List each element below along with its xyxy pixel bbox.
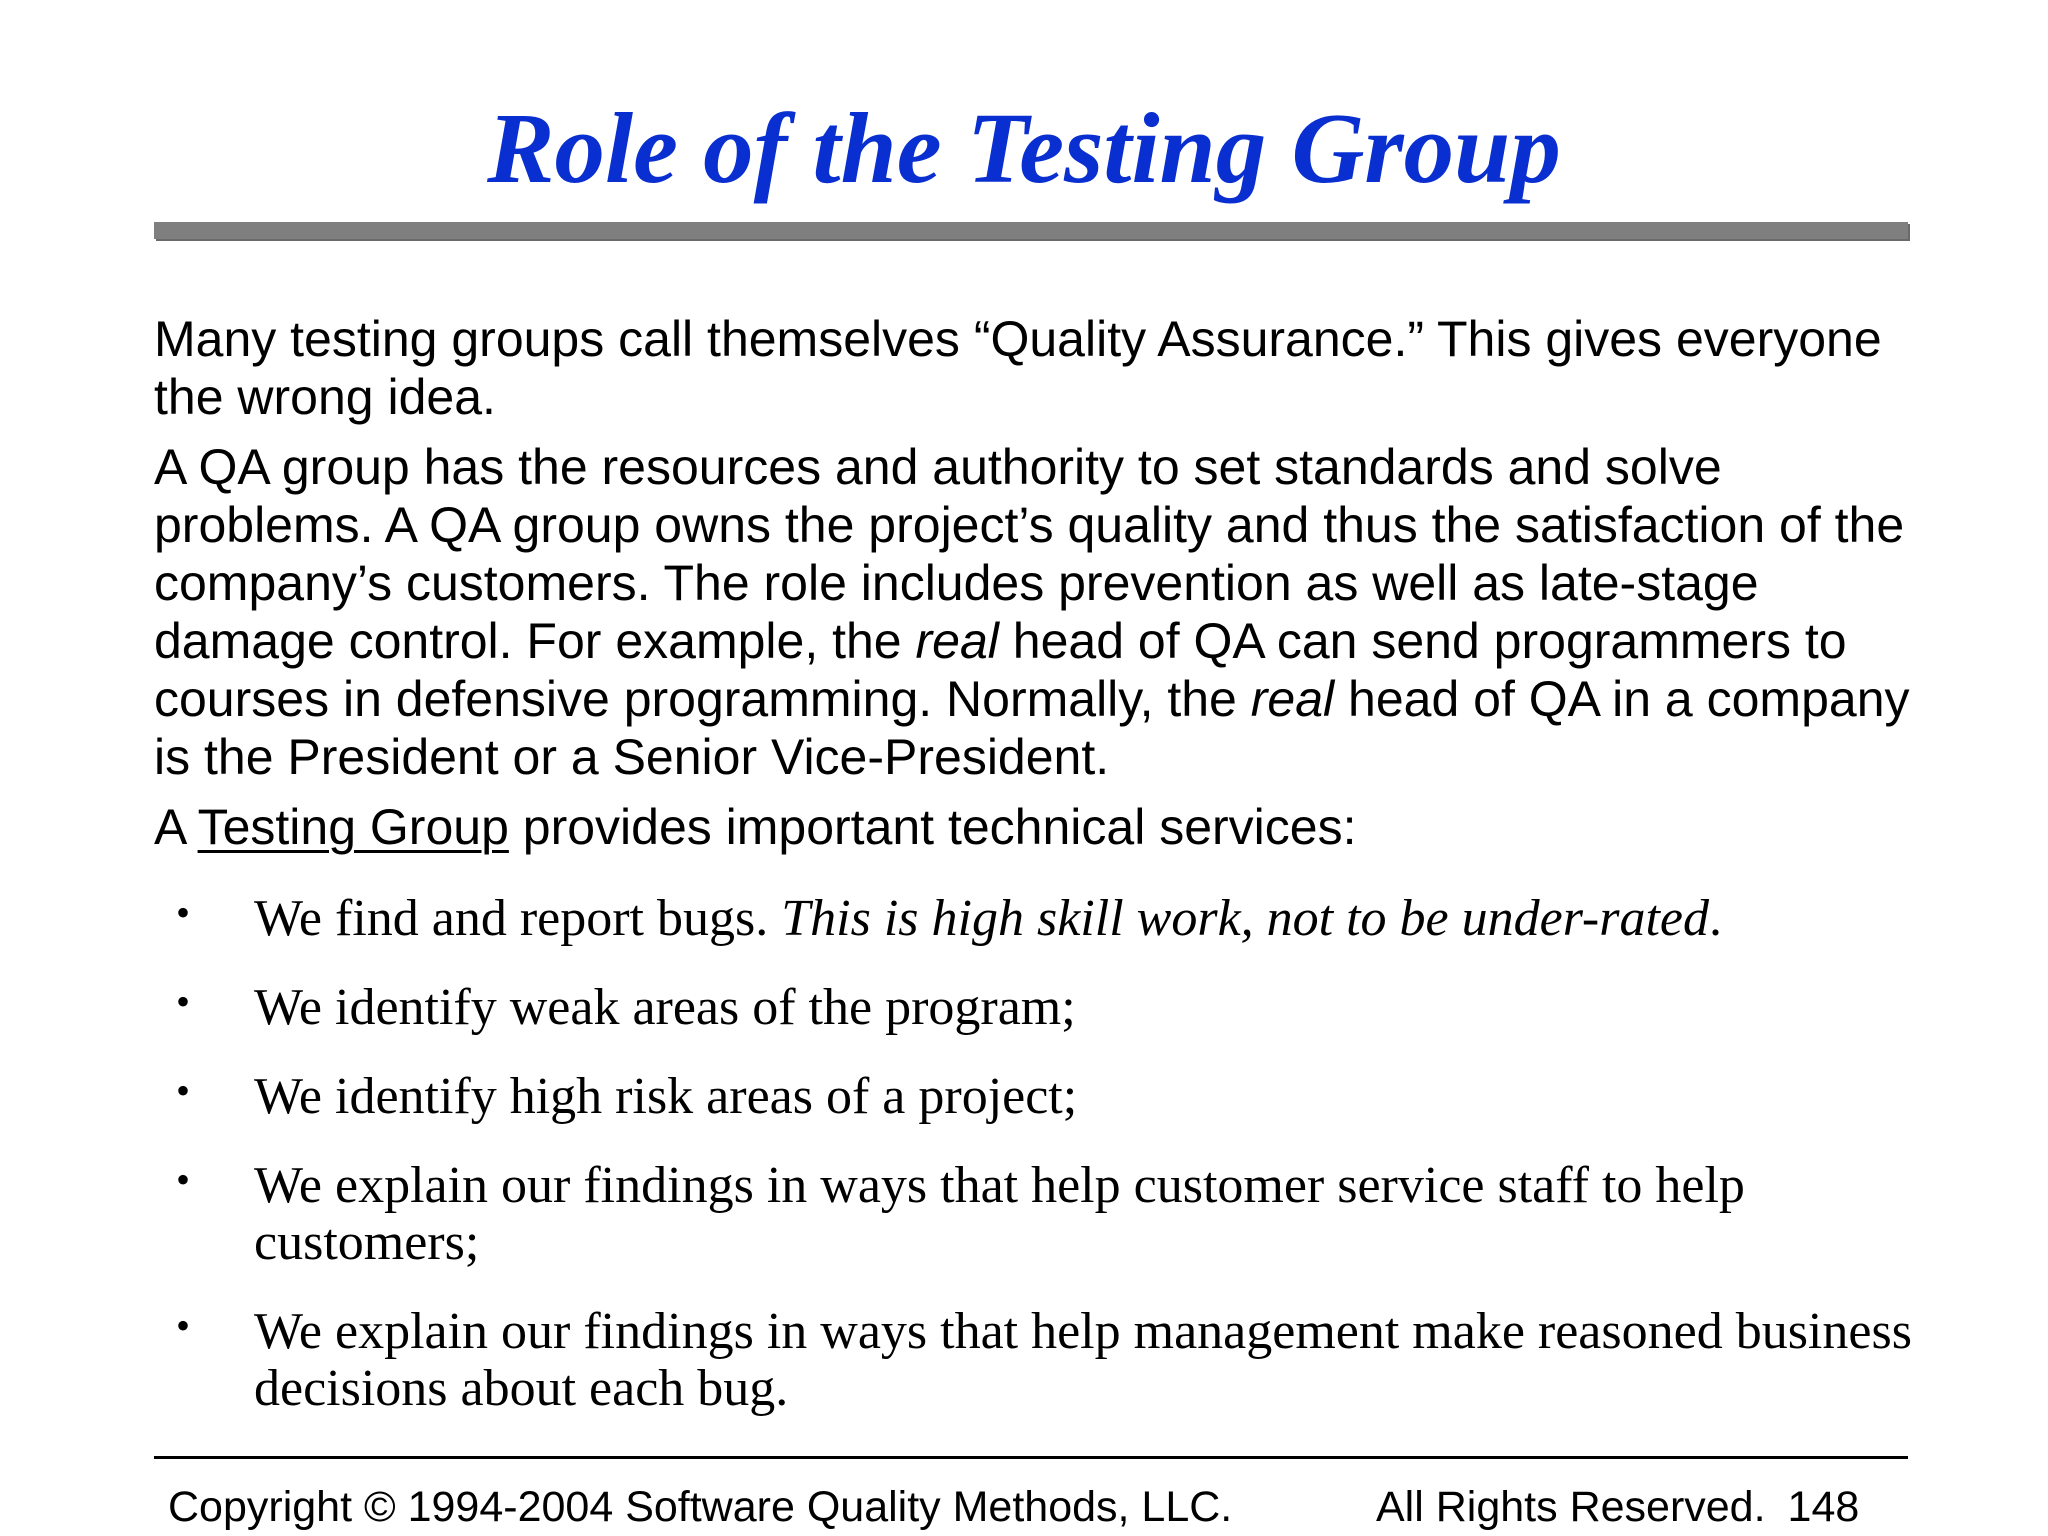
bullet-icon: •: [176, 890, 191, 935]
list-item-text: We explain our findings in ways that help management make reasoned business decisions about each bug.: [254, 1303, 1912, 1417]
list-item-text: We find and report bugs.: [254, 890, 782, 947]
list-item-text: We explain our findings in ways that help customer service staff to help customers;: [254, 1157, 1745, 1271]
paragraph-text: head of QA can send programmers to courses in defensive programming. Normally, the: [154, 613, 1847, 727]
paragraph-testing-group: [154, 798, 1914, 856]
emphasis-real: real: [915, 613, 999, 669]
list-item-text: We identify weak areas of the program;: [254, 979, 1076, 1036]
footer-copyright: Copyright © 1994-2004 Software Quality Methods, LLC.: [168, 1483, 1233, 1531]
services-list: [176, 890, 1916, 1449]
bullet-icon: •: [176, 1068, 191, 1113]
bullet-icon: •: [176, 1157, 191, 1202]
list-item: [176, 1303, 1916, 1417]
title-divider: [154, 222, 1908, 239]
paragraph-qa-misnomer: Many testing groups call themselves “Quality Assurance.” This gives everyone the wrong idea.: [154, 311, 1882, 425]
list-item: [176, 1157, 1916, 1271]
list-item-emphasis: This is high skill work, not to be under-rated: [781, 890, 1709, 947]
paragraph-text: provides important technical services:: [508, 799, 1357, 855]
bullet-icon: •: [176, 1303, 191, 1348]
footer-rights: All Rights Reserved.: [1376, 1483, 1766, 1531]
list-item-text: .: [1708, 890, 1722, 947]
slide-body: [154, 310, 1914, 868]
list-item: [176, 979, 1916, 1036]
paragraph-qa-role: [154, 438, 1914, 786]
slide-title: Role of the Testing Group: [487, 92, 1561, 204]
bullet-icon: •: [176, 979, 191, 1024]
footer-right: [1376, 1482, 1859, 1532]
underlined-testing-group: Testing Group: [197, 799, 509, 855]
footer-divider: [154, 1456, 1908, 1459]
list-item: [176, 1068, 1916, 1125]
list-item: [176, 890, 1916, 947]
paragraph-text: A QA group has the resources and authority to set standards and solve problems. A QA group owns the project’s quality and thus the satisfaction of the company’s customers. The role includes prevention as well as late-stage damage control. For example, the: [154, 439, 1905, 669]
page-number: 148: [1787, 1483, 1860, 1531]
paragraph-text: A: [154, 799, 198, 855]
paragraph-text: head of QA in a company is the President or a Senior Vice-President.: [154, 671, 1910, 785]
emphasis-real: real: [1250, 671, 1335, 727]
list-item-text: We identify high risk areas of a project;: [254, 1068, 1078, 1125]
